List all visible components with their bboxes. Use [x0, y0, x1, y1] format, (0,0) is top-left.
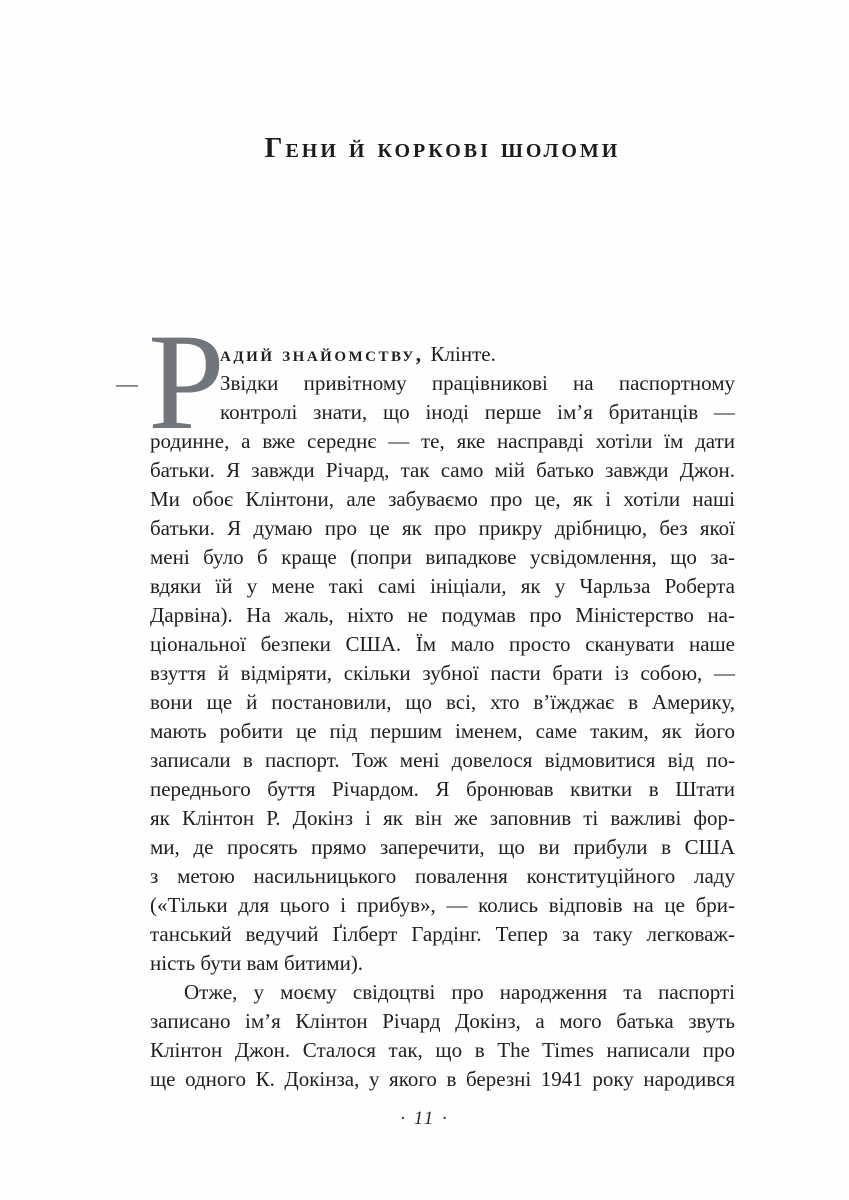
body-text: [116, 305, 735, 1094]
text-line: танський ведучий Ґілберт Гардінг. Тепер за таку легковаж-: [150, 922, 735, 946]
dropcap-wrapped-lines: [150, 340, 735, 427]
text-line: мають робити це під першим іменем, саме таким, як його: [150, 719, 735, 743]
text-line: записано ім’я Клінтон Річард Докінз, а мого батька звуть: [150, 1009, 735, 1033]
opening-smallcaps: адий знайомству,: [220, 342, 424, 366]
text-line: Дарвіна). На жаль, ніхто не подумав про Міністерство на-: [150, 603, 735, 627]
paragraph-1-last-line: ність бути вам битими).: [150, 951, 364, 975]
wrapped-lines: [220, 369, 735, 427]
text-line: («Тільки для цього і прибув», — колись відповів на це бри-: [150, 893, 735, 917]
text-line: родинне, а вже середнє — те, яке насправді хотіли їм дати: [150, 429, 735, 453]
text-line: ми, де просять прямо заперечити, що ви прибули в США: [150, 835, 735, 859]
text-line: переднього буття Річардом. Я бронював квитки в Штати: [150, 777, 735, 801]
text-line: мені було б краще (попри випадкове усвідомлення, що за-: [150, 545, 735, 569]
text-line: ще одного К. Докінза, у якого в березні 1941 року народився: [150, 1067, 735, 1091]
drop-cap-letter: Р: [148, 305, 225, 458]
text-line: вдяки їй у мене такі самі ініціали, як у Чарльза Роберта: [150, 574, 735, 598]
opening-line: [220, 340, 735, 369]
text-line: батьки. Я завжди Річард, так само мій батько завжди Джон.: [150, 458, 735, 482]
text-line: вони ще й постановили, що всі, хто в’їжджає в Америку,: [150, 690, 735, 714]
text-line: Ми обоє Клінтони, але забуваємо про це, як і хотіли наші: [150, 487, 735, 511]
text-line: Звідки привітному працівникові на паспортному: [220, 371, 735, 395]
paragraph-1-lines: [150, 427, 735, 949]
chapter-title: Гени й коркові шоломи: [264, 133, 621, 164]
text-line: взуття й відміряти, скільки зубної пасти брати із собою, —: [150, 661, 735, 685]
text-line: контролі знати, що іноді перше ім’я британців —: [220, 400, 735, 424]
page-number: · 11 ·: [400, 1108, 449, 1129]
opening-rest: Клінте.: [430, 342, 496, 366]
text-line: як Клінтон Р. Докінз і як він же заповнив ті важливі фор-: [150, 806, 735, 830]
paragraph-2-first-line: Отже, у моєму свідоцтві про народження та паспорті: [184, 980, 735, 1004]
text-line: ціональної безпеки США. Їм мало просто сканувати наше: [150, 632, 735, 656]
paragraph-2-lines: [150, 1007, 735, 1094]
text-line: батьки. Я думаю про це як про прикру дрібницю, без якої: [150, 516, 735, 540]
text-line: записали в паспорт. Тож мені довелося відмовитися від по-: [150, 748, 735, 772]
text-line: з метою насильницького повалення конституційного ладу: [150, 864, 735, 888]
dialogue-dash: —: [116, 371, 138, 396]
text-line: Клінтон Джон. Сталося так, що в The Times написали про: [150, 1038, 735, 1062]
